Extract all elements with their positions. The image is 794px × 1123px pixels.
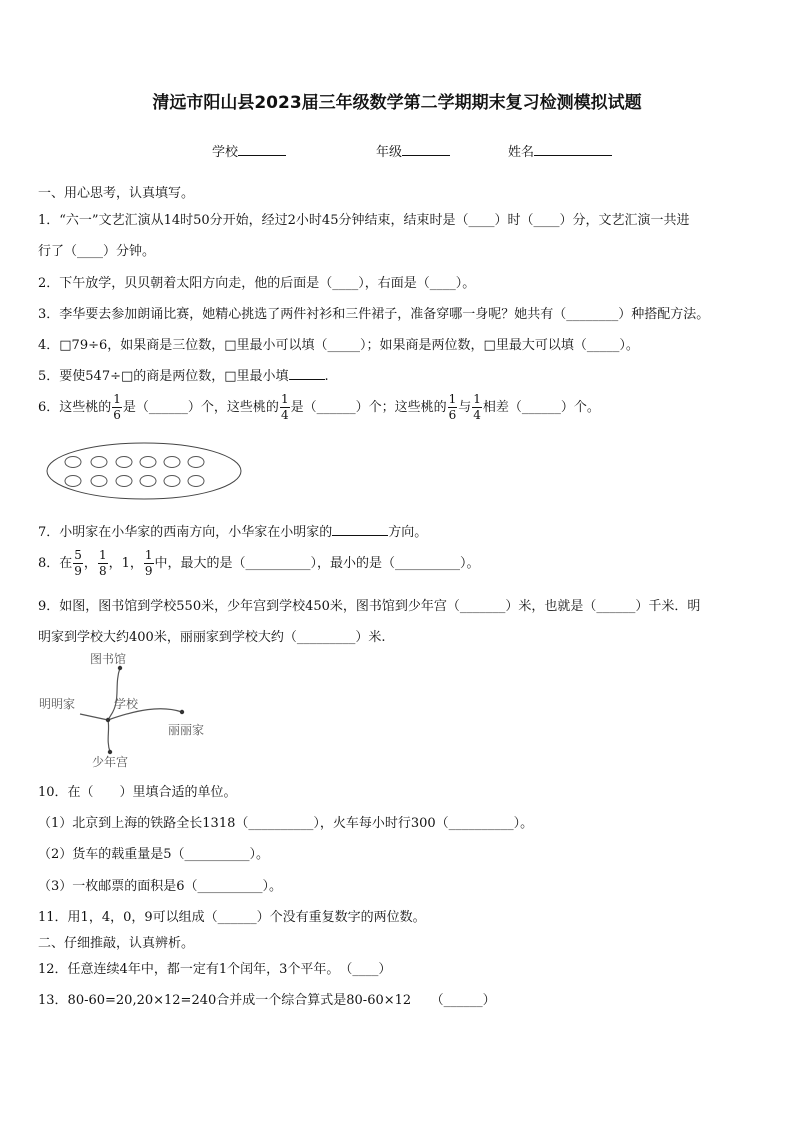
question-8: 8．在 $\frac{5}{9}$ ， $\frac{1}{8}$ ，1， $\frac{1}{9}$ 中，最大的是（__________），最小的是（__________）。 xyxy=(38,548,480,578)
map-label-school: 学校 xyxy=(114,697,139,711)
page-title: 清远市阳山县2023届三年级数学第二学期期末复习检测模拟试题 xyxy=(152,93,642,113)
fraction: $\frac{1}{4}$ xyxy=(473,392,481,422)
question-6: 6．这些桃的 $\frac{1}{6}$ 是（______）个，这些桃的 $\frac{1}{4}$ 是（______）个；这些桃的 $\frac{1}{6}$ 与 $\frac{1}{4}$ 相差（______）个。 xyxy=(38,392,600,422)
question-13: 13．80-60=20,20×12=240合并成一个综合算式是80-60×12 （______） xyxy=(38,993,496,1008)
question-9-line-2: 明家到学校大约400米，丽丽家到学校大约（_________）米. xyxy=(38,630,386,645)
question-10: 10．在（ ）里填合适的单位。 xyxy=(38,785,237,800)
question-10-3: （3）一枚邮票的面积是6（__________）。 xyxy=(38,879,283,894)
question-1-line-1: 1．“六一”文艺汇演从14时50分开始，经过2小时45分钟结束，结束时是（____）时（____）分，文艺汇演一共进 xyxy=(38,213,690,228)
question-11: 11．用1，4，0，9可以组成（______）个没有重复数字的两位数。 xyxy=(38,910,426,925)
question-7: 7．小明家在小华家的西南方向，小华家在小明家的 方向。 xyxy=(38,525,428,540)
question-4: 4．□79÷6，如果商是三位数，□里最小可以填（_____）；如果商是两位数，□里最大可以填（_____）。 xyxy=(38,338,639,353)
question-3: 3．李华要去参加朗诵比赛，她精心挑选了两件衬衫和三件裙子，准备穿哪一身呢？她共有（________）种搭配方法。 xyxy=(38,307,710,322)
fraction: $\frac{1}{9}$ xyxy=(144,548,153,578)
section-2-heading: 二、仔细推敲，认真辨析。 xyxy=(38,936,195,951)
question-9-line-1: 9．如图，图书馆到学校550米，少年宫到学校450米，图书馆到少年宫（_______）米，也就是（______）千米．明 xyxy=(38,599,701,614)
fraction: $\frac{1}{6}$ xyxy=(448,392,457,422)
school-field: 学校 xyxy=(212,141,286,160)
map-label-lili: 丽丽家 xyxy=(168,723,205,737)
map-label-youth-palace: 少年宫 xyxy=(92,755,129,769)
question-2: 2．下午放学，贝贝朝着太阳方向走，他的后面是（____），右面是（____）。 xyxy=(38,276,476,291)
fraction: $\frac{1}{4}$ xyxy=(280,392,289,422)
fraction: $\frac{1}{6}$ xyxy=(113,392,121,422)
name-field: 姓名 xyxy=(508,141,612,160)
question-1-line-2: 行了（____）分钟。 xyxy=(38,244,156,259)
question-12: 12．任意连续4年中，都一定有1个闰年，3个平年。 （____） xyxy=(38,962,392,977)
map-label-library: 图书馆 xyxy=(90,652,127,666)
map-label-mingming: 明明家 xyxy=(39,697,76,711)
map-figure xyxy=(36,650,226,770)
question-10-2: （2）货车的载重量是5（__________）。 xyxy=(38,847,270,862)
question-10-1: （1）北京到上海的铁路全长1318（__________），火车每小时行300（__________）。 xyxy=(38,816,534,831)
fraction: $\frac{1}{8}$ xyxy=(98,548,107,578)
section-1-heading: 一、用心思考，认真填写。 xyxy=(38,186,195,201)
question-5: 5．要使547÷□的商是两位数，□里最小填 . xyxy=(38,369,329,384)
peach-figure xyxy=(44,441,244,501)
grade-field: 年级 xyxy=(376,141,450,160)
fraction: $\frac{5}{9}$ xyxy=(74,548,82,578)
